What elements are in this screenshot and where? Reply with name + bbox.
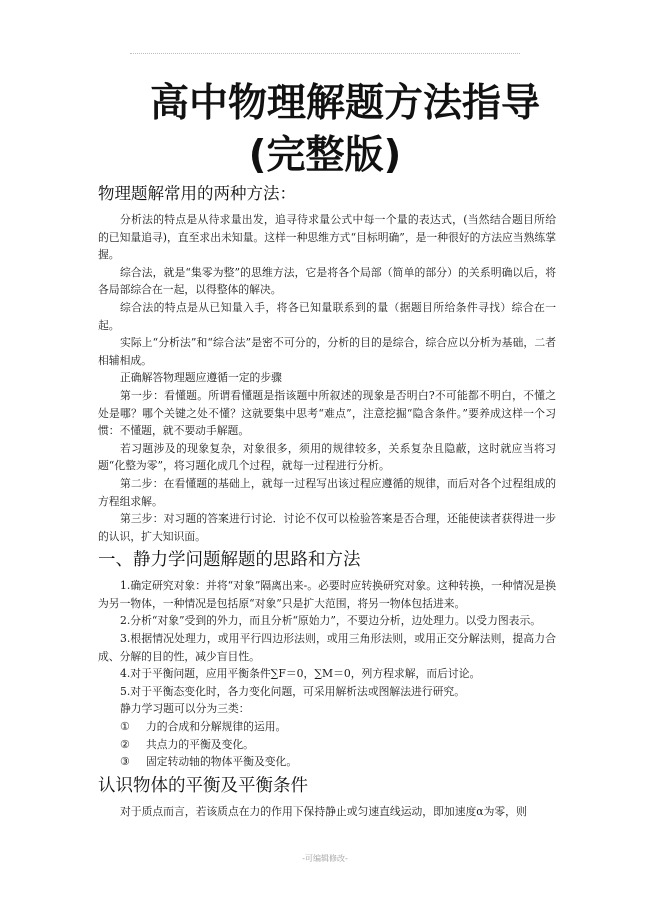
paragraph: 正确解答物理题应遵循一定的步骤 xyxy=(120,371,282,385)
section-heading-methods: 物理题解常用的两种方法： xyxy=(98,184,296,203)
list-item xyxy=(98,753,556,771)
list-text: 固定转动轴的物体平衡及变化。 xyxy=(146,755,298,769)
paragraph: 综合法，就是“集零为整”的思维方法，它是将各个局部（简单的部分）的关系明确以后，将各局部综合在一起，以得整体的解决。 xyxy=(98,265,556,297)
paragraph: 3.根据情况处理力，或用平行四边形法则，或用三角形法则，或用正交分解法则，提高力合成、分解的目的性，减少盲目性。 xyxy=(98,632,556,663)
list-text: 共点力的平衡及变化。 xyxy=(146,737,254,751)
paragraph: 对于质点而言，若该质点在力的作用下保持静止或匀速直线运动，即加速度α为零，则 xyxy=(120,804,527,818)
paragraph: 若习题涉及的现象复杂，对象很多，须用的规律较多，关系复杂且隐蔽，这时就应当将习题“化整为零”，将习题化成几个过程，就每一过程进行分析。 xyxy=(98,441,556,473)
paragraph: 第一步：看懂题。所谓看懂题是指该题中所叙述的现象是否明白?不可能都不明白，不懂之处是哪？哪个关键之处不懂？这就要集中思考“难点”，注意挖掘“隐含条件。”要养成这样一个习惯：不懂题，就不要动手解题。 xyxy=(98,388,556,438)
paragraph: 实际上“分析法”和“综合法”是密不可分的，分析的目的是综合，综合应以分析为基础，二者相辅相成。 xyxy=(98,336,556,367)
list-item xyxy=(98,718,556,736)
paragraph: 分析法的特点是从待求量出发，追寻待求量公式中每一个量的表达式，(当然结合题目所给的已知量追寻)，直至求出未知量。这样一种思维方式“目标明确”，是一种很好的方法应当熟练掌握。 xyxy=(98,213,556,262)
page-footer: -可编辑修改- xyxy=(302,854,348,863)
paragraph: 1.确定研究对象：并将“对象”隔离出来-。必要时应转换研究对象。这种转换，一种情况是换为另一物体，一种情况是包括原“对象”只是扩大范围，将另一物体包括进来。 xyxy=(98,579,556,610)
paragraph: 4.对于平衡问题，应用平衡条件∑F＝0，∑M＝0，列方程求解，而后讨论。 xyxy=(120,667,481,681)
list-number: ② xyxy=(120,737,130,751)
list-item xyxy=(98,736,556,754)
list-number: ① xyxy=(120,720,130,734)
section-heading-equilibrium: 认识物体的平衡及平衡条件 xyxy=(98,775,308,796)
header-rule xyxy=(130,53,520,54)
list-text: 力的合成和分解规律的运用。 xyxy=(146,720,287,734)
document-body xyxy=(98,183,556,820)
page-title: 高中物理解题方法指导 xyxy=(149,81,540,126)
page-subtitle: (完整版) xyxy=(248,133,402,178)
section-heading-statics: 一、静力学问题解题的思路和方法 xyxy=(98,550,361,571)
paragraph: 综合法的特点是从已知量入手，将各已知量联系到的量（据题目所给条件寻找）综合在一起。 xyxy=(98,300,556,332)
paragraph: 5.对于平衡态变化时，各力变化问题，可采用解析法或图解法进行研究。 xyxy=(120,684,466,698)
paragraph: 第二步：在看懂题的基础上，就每一过程写出该过程应遵循的规律，而后对各个过程组成的方程组求解。 xyxy=(98,476,556,508)
paragraph: 2.分析“对象”受到的外力，而且分析“原始力”，不要边分析，边处理力。以受力图表示。 xyxy=(120,614,542,628)
paragraph: 静力学习题可以分为三类： xyxy=(120,702,250,716)
paragraph: 第三步：对习题的答案进行讨论．讨论不仅可以检验答案是否合理，还能使读者获得进一步的认识，扩大知识面。 xyxy=(98,512,556,543)
list-number: ③ xyxy=(120,755,130,769)
